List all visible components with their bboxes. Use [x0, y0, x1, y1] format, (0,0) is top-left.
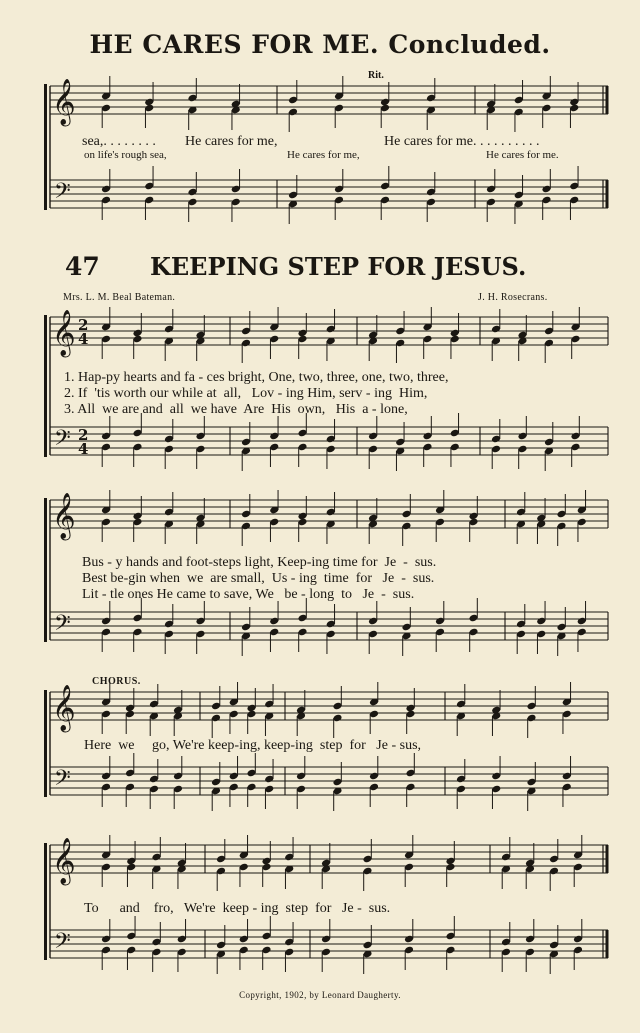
time-signature-top: 2: [78, 426, 89, 444]
bass-clef: 𝄢: [54, 179, 71, 209]
verse3-line2: Lit - tle ones He came to save, We be - long to Je - sus.: [82, 587, 415, 602]
bass-clef: 𝄢: [54, 766, 71, 796]
lyric-s1-small-b: He cares for me,: [287, 149, 360, 161]
treble-clef: 𝄞: [52, 79, 76, 125]
lyric-s1-c: He cares for me. . . . . . . . . .: [384, 134, 540, 149]
bass-clef: 𝄢: [54, 929, 71, 959]
words-credit: Mrs. L. M. Beal Bateman.: [63, 292, 176, 303]
verse2-line2: Best be-gin when we are small, Us - ing time for Je - sus.: [82, 571, 435, 586]
bass-clef: 𝄢: [54, 611, 71, 641]
copyright-notice: Copyright, 1902, by Leonard Daugherty.: [239, 990, 401, 1000]
verse3-line1: 3. All we are and all we have Are His own, His a - lone,: [64, 402, 408, 417]
verse1-line2: Bus - y hands and foot-steps light, Keep-ing time for Je - sus.: [82, 555, 437, 570]
lyric-s1-small-a: on life's rough sea,: [84, 149, 167, 161]
chorus-label: CHORUS.: [92, 676, 141, 687]
time-signature-top: 2: [78, 316, 89, 334]
lyric-s1-a: sea,. . . . . . . .: [82, 134, 156, 149]
system-brace: [44, 84, 47, 210]
verse2-line1: 2. If 'tis worth our while at all, Lov - ing Him, serv - ing Him,: [64, 386, 428, 401]
treble-clef: 𝄞: [52, 838, 76, 884]
lyric-s1-small-c: He cares for me.: [486, 149, 559, 161]
treble-clef: 𝄞: [52, 310, 76, 356]
bass-clef: 𝄢: [54, 426, 71, 456]
ritardando-mark: Rit.: [368, 70, 384, 81]
system-brace: [44, 690, 47, 797]
chorus-line2: To and fro, We're keep - ing step for Je - sus.: [84, 901, 391, 916]
time-signature-bottom: 4: [78, 440, 89, 458]
time-signature-bottom: 4: [78, 330, 89, 348]
system-brace: [44, 315, 47, 457]
verse1-line1: 1. Hap-py hearts and fa - ces bright, One, two, three, one, two, three,: [64, 370, 449, 385]
section1-title: HE CARES FOR ME. Concluded.: [89, 30, 551, 59]
chorus-line1: Here we go, We're keep-ing, keep-ing step for Je - sus,: [84, 738, 422, 753]
lyric-s1-b: He cares for me,: [185, 134, 278, 149]
hymn-number: 47: [65, 252, 100, 281]
hymn-title: KEEPING STEP FOR JESUS.: [150, 252, 527, 281]
system-brace: [44, 498, 47, 642]
treble-clef: 𝄞: [52, 493, 76, 539]
music-credit: J. H. Rosecrans.: [478, 292, 548, 303]
treble-clef: 𝄞: [52, 685, 76, 731]
system-brace: [44, 843, 47, 960]
